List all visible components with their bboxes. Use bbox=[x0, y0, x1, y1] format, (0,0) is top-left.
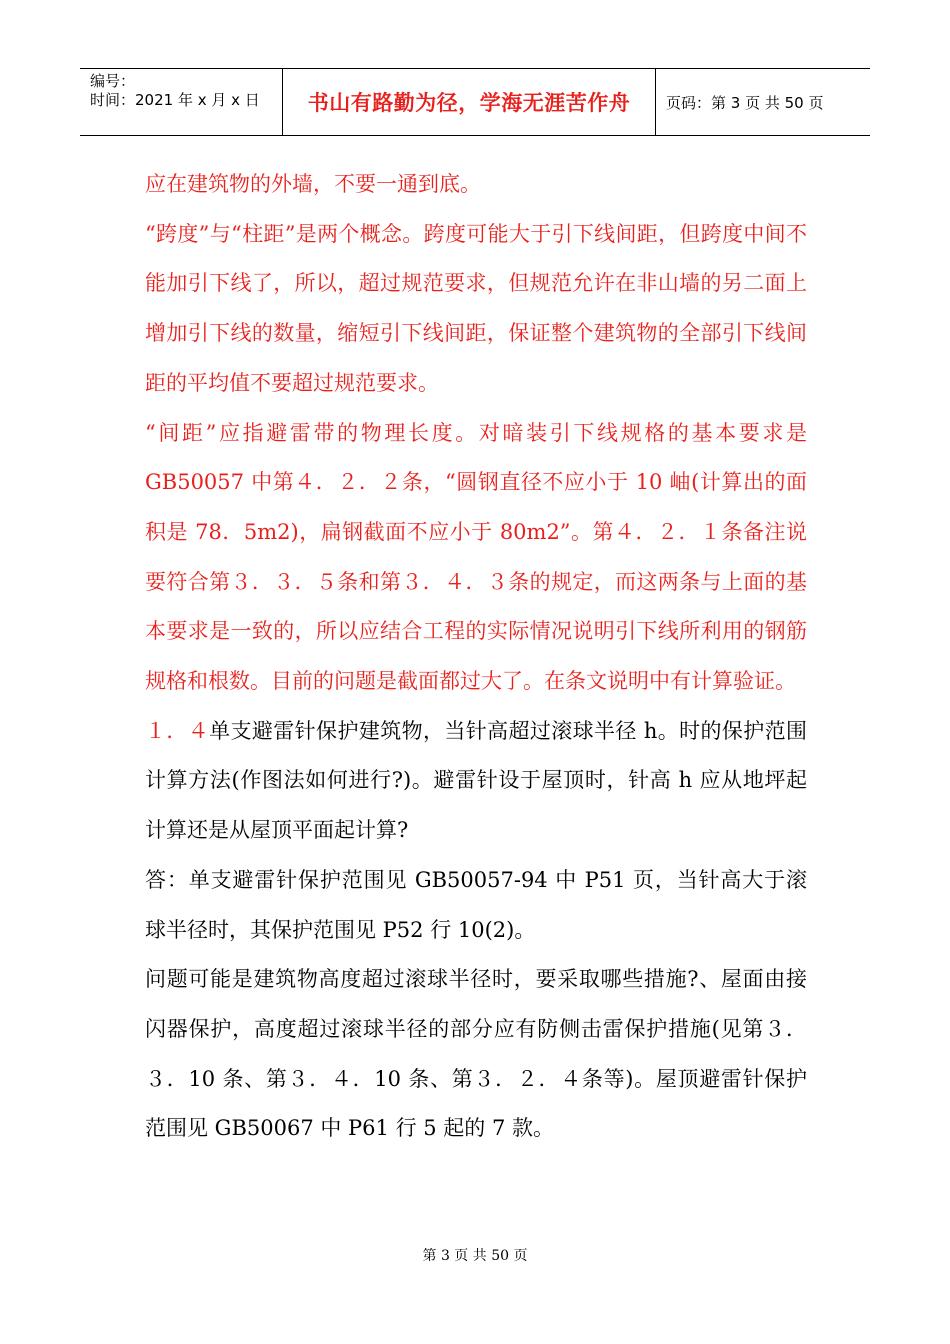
header-page-cell bbox=[656, 69, 870, 135]
document-header bbox=[80, 68, 870, 136]
document-number-label: 编号： bbox=[90, 72, 136, 90]
paragraph: 答：单支避雷针保护范围见 GB50057-94 中 P51 页，当针高大于滚球半径时，其保护范围见 P52 行 10(2)。 bbox=[145, 867, 807, 942]
header-meta-cell bbox=[80, 69, 283, 135]
paragraph-section-heading bbox=[145, 707, 807, 856]
header-motto: 书山有路勤为径，学海无涯苦作舟 bbox=[307, 91, 631, 115]
paragraph: “间距”应指避雷带的物理长度。对暗装引下线规格的基本要求是GB50057 中第４．２．２条，“圆钢直径不应小于 10 岫(计算出的面积是 78．5m2)，扁钢截面不应小于 80m2”。第４．２．１条备注说要符合第３．３．５条和第３．４．３条的规定，而这两条与上面的基本要求是一致的，所以应结合工程的实际情况说明引下线所利用的钢筋规格和根数。目前的问题是截面都过大了。在条文说明中有计算验证。 bbox=[145, 420, 807, 694]
section-number: １．４ bbox=[145, 718, 210, 743]
section-question-text: 单支避雷针保护建筑物，当针高超过滚球半径 h。时的保护范围计算方法(作图法如何进行?)。避雷针设于屋顶时，针高 h 应从地坪起计算还是从屋顶平面起计算? bbox=[145, 718, 808, 843]
page-footer: 第 3 页 共 50 页 bbox=[422, 1248, 528, 1264]
header-page-info: 页码：第 3 页 共 50 页 bbox=[666, 93, 824, 112]
document-body bbox=[145, 160, 807, 1154]
paragraph: “跨度”与“柱距”是两个概念。跨度可能大于引下线间距，但跨度中间不能加引下线了，所以，超过规范要求，但规范允许在非山墙的另二面上增加引下线的数量，缩短引下线间距，保证整个建筑物的全部引下线间距的平均值不要超过规范要求。 bbox=[145, 221, 807, 395]
paragraph: 应在建筑物的外墙，不要一通到底。 bbox=[145, 172, 481, 196]
header-motto-cell bbox=[283, 69, 656, 135]
paragraph: 问题可能是建筑物高度超过滚球半径时，要采取哪些措施?、屋面由接闪器保护，高度超过滚球半径的部分应有防侧击雷保护措施(见第３．３．10 条、第３．４．10 条、第３．２．４条等)。屋顶避雷针保护范围见 GB50067 中 P61 行 5 起的 7 款。 bbox=[145, 967, 807, 1141]
document-date: 时间：2021 年 x 月 x 日 bbox=[90, 91, 260, 109]
